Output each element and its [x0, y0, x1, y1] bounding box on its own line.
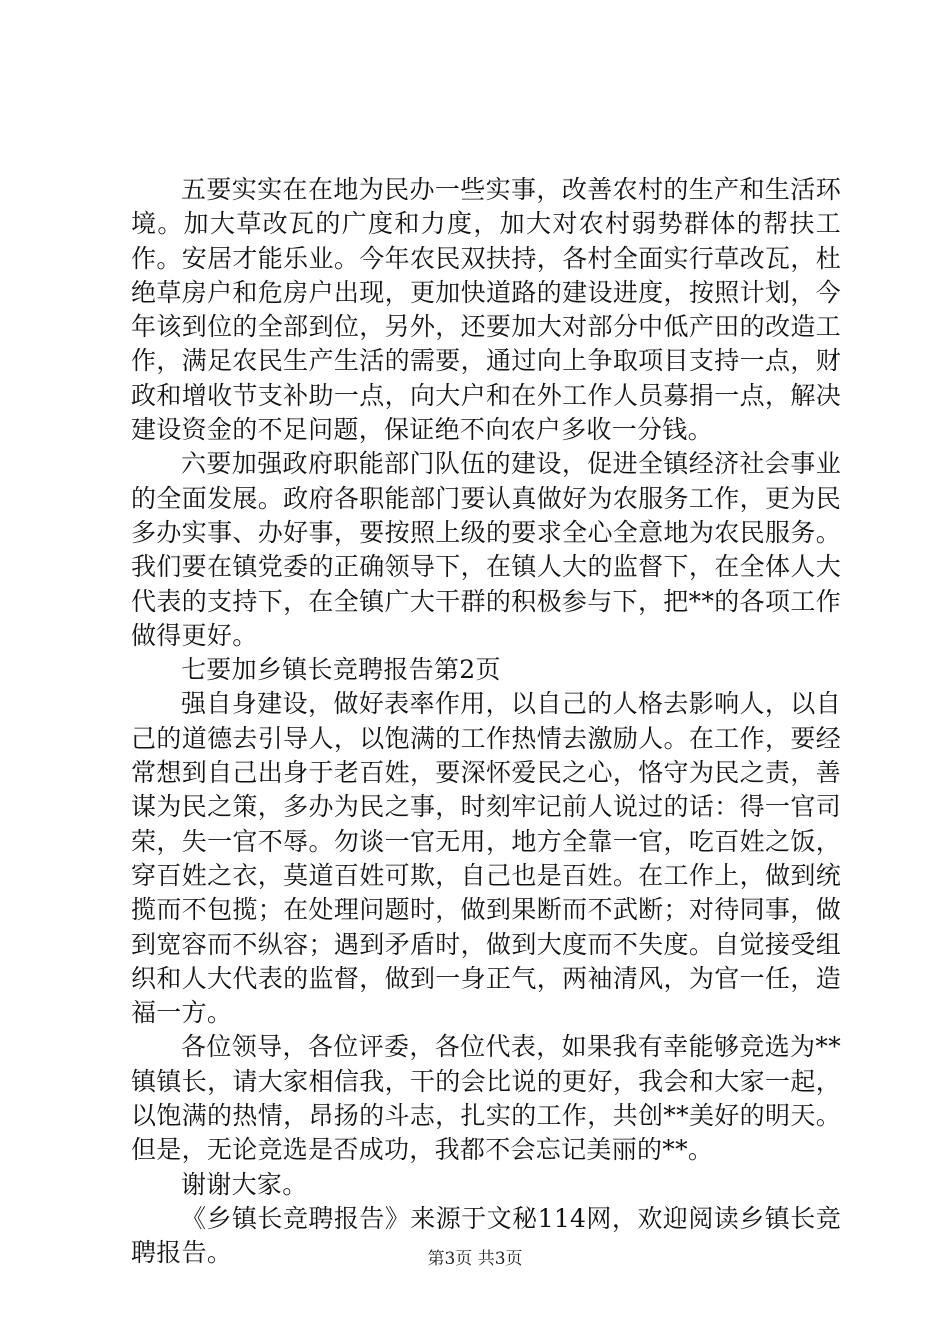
paragraph-item-7-heading: 七要加乡镇长竞聘报告第2页	[181, 655, 501, 685]
document-body	[131, 173, 841, 1271]
paragraph-self-building: 强自身建设，做好表率作用，以自己的人格去影响人，以自己的道德去引导人，以饱满的工作热情去激励人。在工作，要经常想到自己出身于老百姓，要深怀爱民之心，恪守为民之责，善谋为民之策，多办为民之事，时刻牢记前人说过的话：得一官司荣，失一官不辱。勿谈一官无用，地方全靠一官，吃百姓之饭，穿百姓之衣，莫道百姓可欺，自己也是百姓。在工作上，做到统揽而不包揽；在处理问题时，做到果断而不武断；对待同事，做到宽容而不纵容；遇到矛盾时，做到大度而不失度。自觉接受组织和人大代表的监督，做到一身正气，两袖清风，为官一任，造福一方。	[131, 689, 841, 1028]
page-number-footer: 第3页 共3页	[427, 1249, 523, 1269]
paragraph-item-5: 五要实实在在地为民办一些实事，改善农村的生产和生活环境。加大草改瓦的广度和力度，加大对农村弱势群体的帮扶工作。安居才能乐业。今年农民双扶持，各村全面实行草改瓦，杜绝草房户和危房户出现，更加快道路的建设进度，按照计划，今年该到位的全部到位，另外，还要加大对部分中低产田的改造工作，满足农民生产生活的需要，通过向上争取项目支持一点，财政和增收节支补助一点，向大户和在外工作人员募捐一点，解决建设资金的不足问题，保证绝不向农户多收一分钱。	[131, 175, 841, 445]
paragraph-thanks: 谢谢大家。	[181, 1169, 308, 1199]
paragraph-closing: 各位领导，各位评委，各位代表，如果我有幸能够竞选为**镇镇长，请大家相信我，干的会比说的更好，我会和大家一起，以饱满的热情，昂扬的斗志，扎实的工作，共创**美好的明天。但是，无论竞选是否成功，我都不会忘记美丽的**。	[131, 1032, 841, 1165]
paragraph-item-6: 六要加强政府职能部门队伍的建设，促进全镇经济社会事业的全面发展。政府各职能部门要认真做好为农服务工作，更为民多办实事、办好事，要按照上级的要求全心全意地为农民服务。我们要在镇党委的正确领导下，在镇人大的监督下，在全体人大代表的支持下，在全镇广大干群的积极参与下，把**的各项工作做得更好。	[131, 449, 841, 650]
paragraph-source-note: 《乡镇长竞聘报告》来源于文秘114网，欢迎阅读乡镇长竞聘报告。	[131, 1203, 841, 1268]
